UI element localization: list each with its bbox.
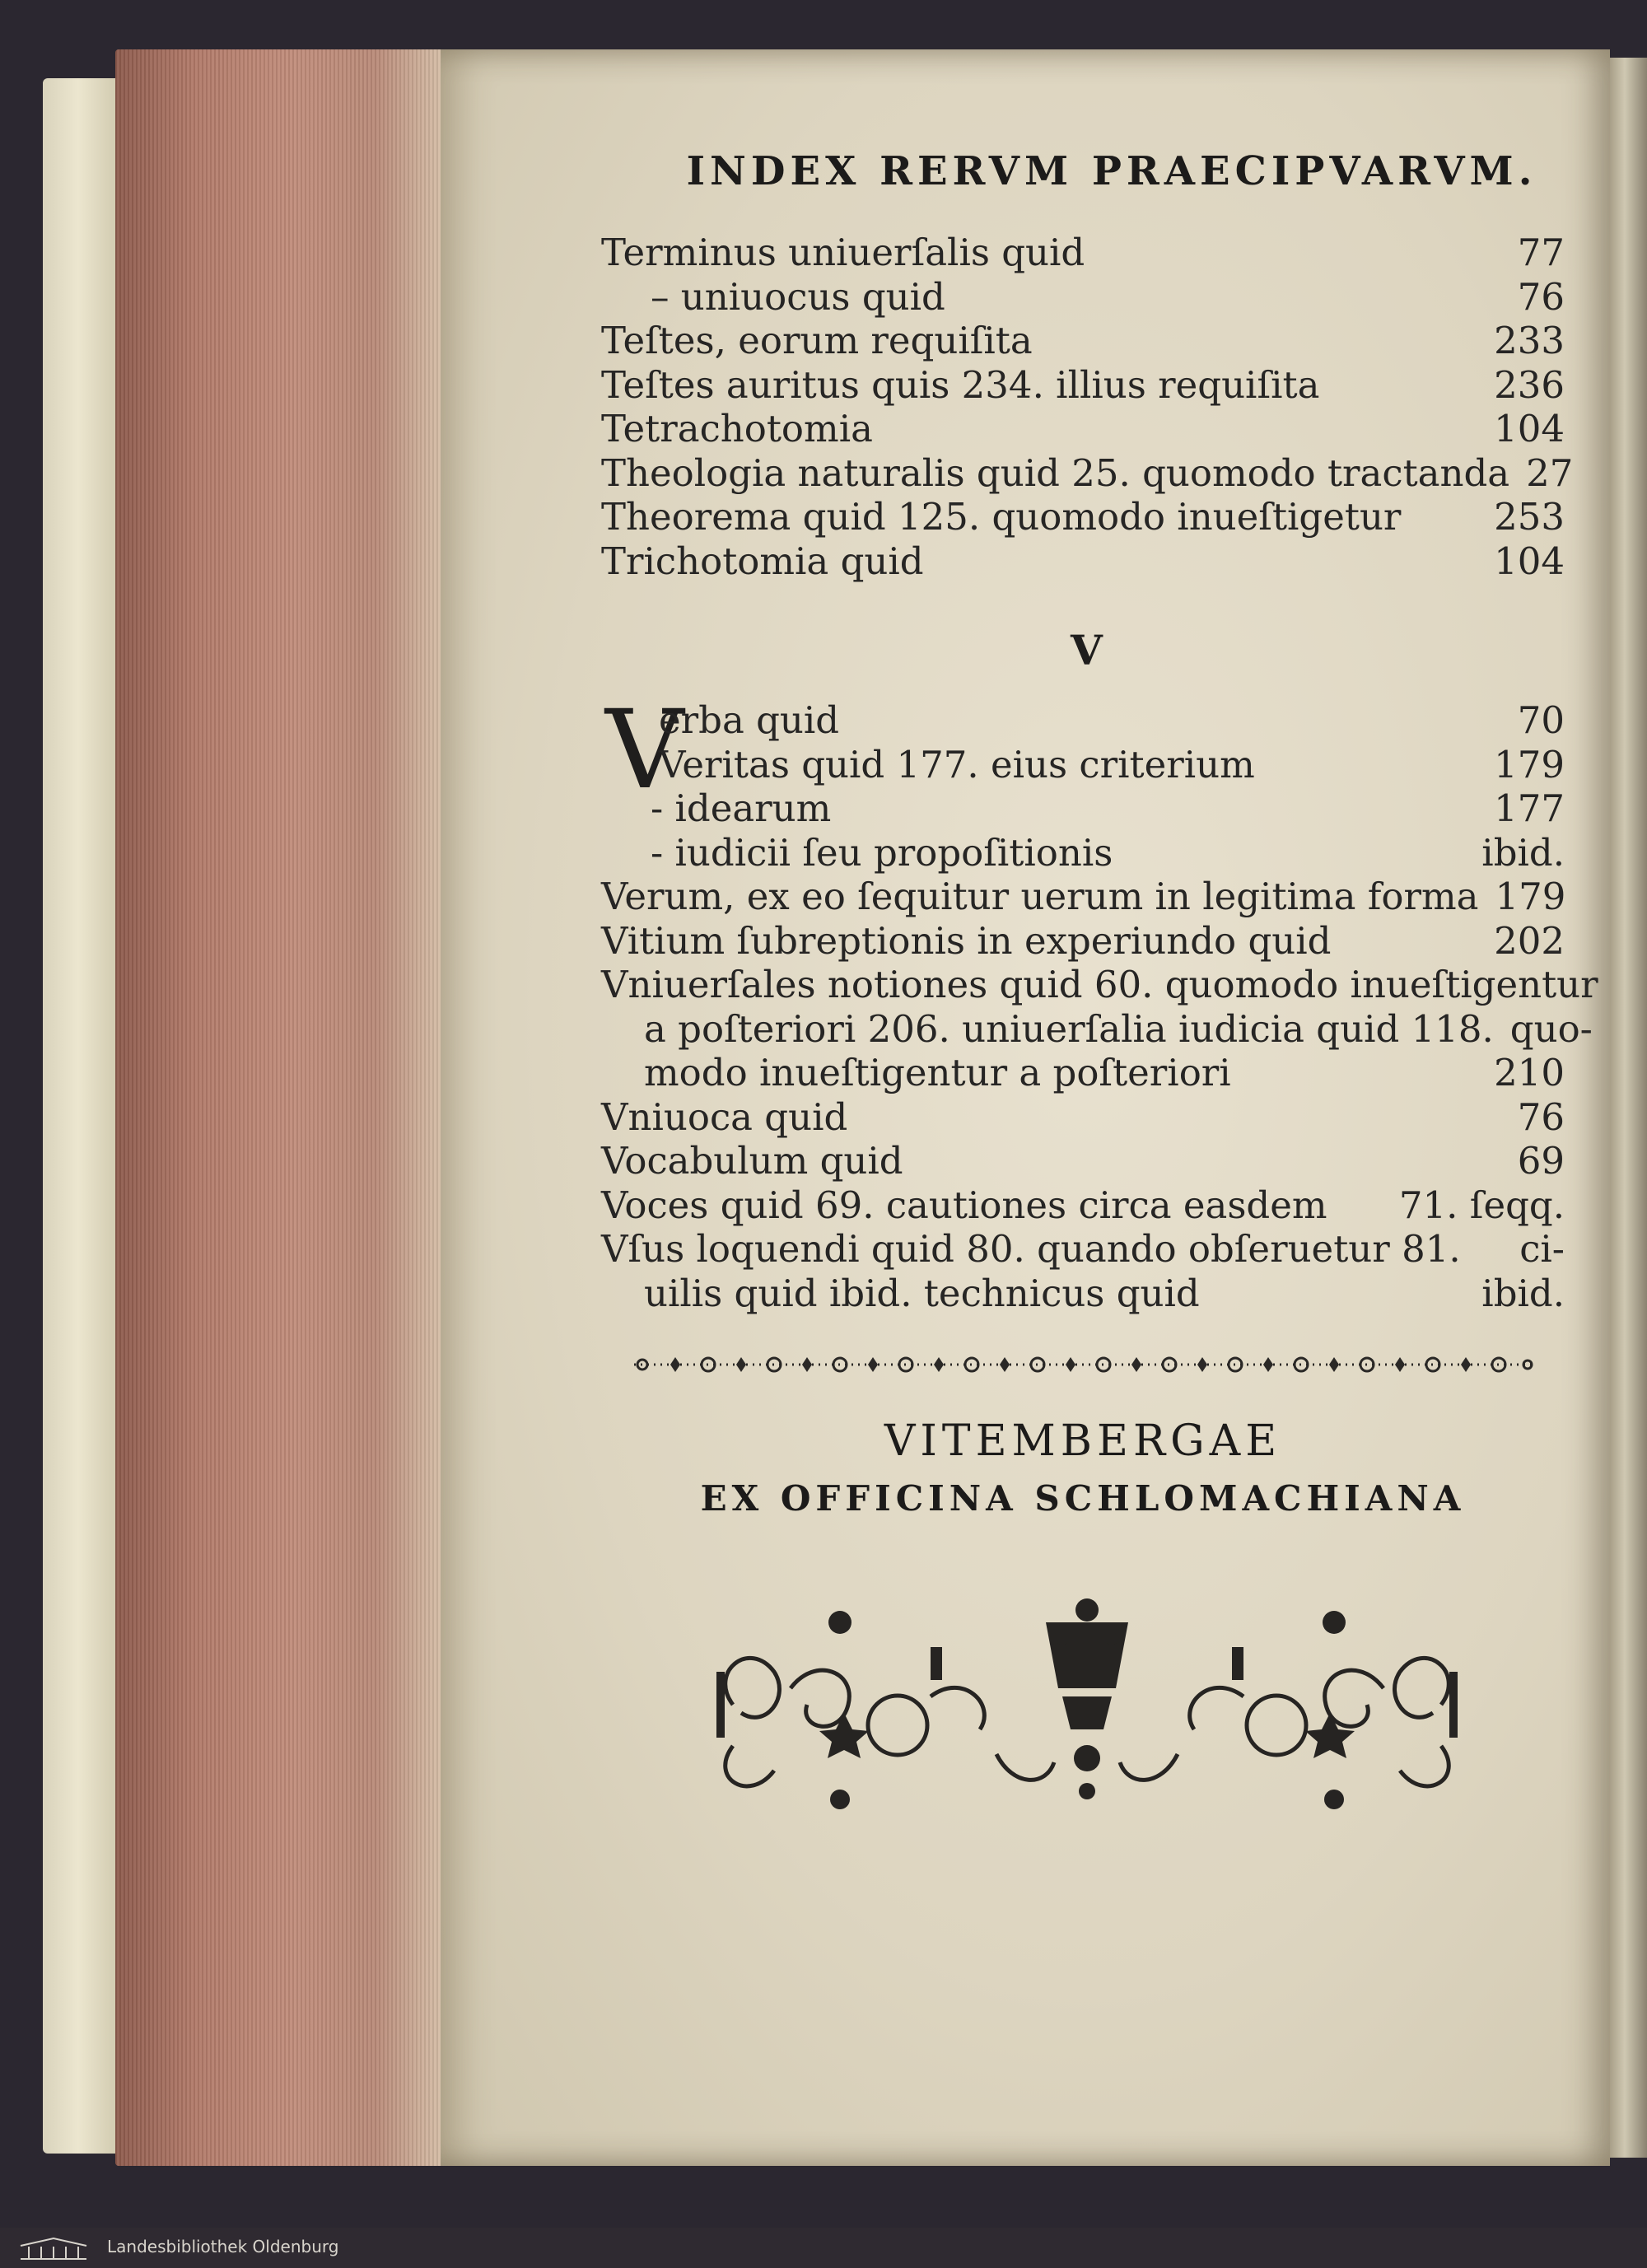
index-entry: [601, 1272, 1565, 1316]
index-entry: [601, 1227, 1565, 1272]
index-entry-page: 253: [1494, 495, 1565, 539]
index-entry-text: Theorema quid 125. quomodo inueſtigetur: [601, 495, 1402, 539]
index-entry-text: Vniuerſales notiones quid 60. quomodo inueſtigentur: [601, 963, 1598, 1006]
floral-vignette-ornament: [684, 1589, 1491, 1828]
index-entry-text: Veritas quid 177. eius criterium: [659, 742, 1255, 786]
index-entry: [601, 1095, 1565, 1140]
page-edges: [115, 49, 441, 2166]
index-entry-page: ibid.: [1481, 1271, 1565, 1315]
index-entry-text: a poſteriori 206. uniuerſalia iudicia quid 118.: [644, 1006, 1494, 1051]
index-entry: [601, 407, 1565, 451]
index-entry-page: 77: [1517, 231, 1565, 274]
index-entry-page: 210: [1494, 1051, 1565, 1094]
footer-bar: [0, 2228, 1647, 2268]
index-entry-text: Verum, ex eo ſequitur uerum in legitima forma: [601, 875, 1479, 918]
index-entry: [601, 786, 1565, 831]
index-entry-page: 76: [1517, 274, 1565, 319]
index-entry-page: 179: [1495, 875, 1566, 918]
index-entry: [601, 919, 1565, 964]
index-entry-page: 202: [1494, 918, 1565, 963]
index-entry: [601, 539, 1565, 584]
index-entry-page: 104: [1494, 407, 1565, 450]
index-entry: [601, 363, 1565, 408]
index-entry: [601, 450, 1574, 496]
book-cover-edge: [43, 78, 121, 2154]
footer-library-name: Landesbibliothek Oldenburg: [107, 2237, 339, 2256]
index-entry-text: Vitium ſubreptionis in experiundo quid: [601, 918, 1332, 963]
index-entry-page: 104: [1494, 539, 1565, 583]
index-entry-text: Teſtes auritus quis 234. illius requiſita: [601, 362, 1320, 407]
index-entry: [601, 831, 1565, 875]
index-entry-page: ibid.: [1481, 830, 1565, 875]
index-entry-text: Terminus uniuerſalis quid: [601, 231, 1085, 274]
index-entry-page: 27: [1526, 450, 1574, 495]
index-entries-t: [601, 231, 1574, 583]
index-entry: [601, 875, 1565, 919]
index-entry-text: Vniuoca quid: [601, 1094, 848, 1139]
index-entry-text: - iudicii ſeu propoſitionis: [651, 830, 1113, 875]
index-entry-text: Tetrachotomia: [601, 407, 873, 450]
index-entry-page: 179: [1494, 742, 1565, 786]
index-entry-text: uilis quid ibid. technicus quid: [644, 1271, 1200, 1315]
decorative-rule: [626, 1351, 1540, 1379]
index-entry-text: Vocabulum quid: [601, 1139, 903, 1183]
index-entries-v: [601, 687, 1598, 1315]
index-entry-text: modo inueſtigentur a poſteriori: [644, 1051, 1231, 1094]
page-header: INDEX RERVM PRAECIPVARVM.: [686, 148, 1537, 194]
index-entry: [601, 1051, 1565, 1095]
index-entry-page: 70: [1517, 698, 1565, 742]
next-page-edge: [1610, 58, 1647, 2158]
index-entry-page: ci-: [1519, 1227, 1565, 1271]
index-entry: [601, 231, 1565, 275]
index-entry: [601, 319, 1565, 363]
index-entry-page: 69: [1517, 1139, 1565, 1183]
index-entry: [601, 495, 1565, 539]
index-entry: [601, 1183, 1565, 1228]
index-entry-text: Theologia naturalis quid 25. quomodo tractanda: [601, 450, 1510, 495]
index-entry: [601, 275, 1565, 320]
index-entry: [601, 1006, 1593, 1052]
imprint-press: EX OFFICINA SCHLOMACHIANA: [700, 1478, 1466, 1519]
index-entry-text: - idearum: [651, 786, 832, 830]
index-entry-text: Trichotomia quid: [601, 539, 924, 583]
index-entry-page: quo-: [1509, 1006, 1593, 1051]
index-entry: [601, 1139, 1565, 1183]
index-entry-page: 177: [1494, 786, 1565, 830]
index-entry-text: Vſus loquendi quid 80. quando obſeruetur 81.: [601, 1227, 1461, 1271]
index-entry-text: – uniuocus quid: [651, 274, 945, 319]
drop-cap: V: [605, 687, 684, 814]
imprint-city: VITEMBERGAE: [884, 1416, 1282, 1466]
index-entry-page: 71. ſeqq.: [1398, 1183, 1565, 1227]
index-entry-text: Teſtes, eorum requiſita: [601, 319, 1033, 362]
section-letter: V: [1071, 626, 1103, 674]
index-entry-text: erba quid: [659, 698, 840, 742]
index-entry: [601, 963, 1598, 1007]
index-entry: [601, 743, 1565, 787]
index-entry-page: 233: [1494, 319, 1565, 362]
index-entry-text: Voces quid 69. cautiones circa easdem: [601, 1183, 1327, 1227]
index-entry-page: 76: [1517, 1094, 1565, 1139]
index-entry-page: 236: [1494, 362, 1565, 407]
index-entry: [601, 698, 1565, 743]
library-building-icon: [16, 2236, 91, 2261]
